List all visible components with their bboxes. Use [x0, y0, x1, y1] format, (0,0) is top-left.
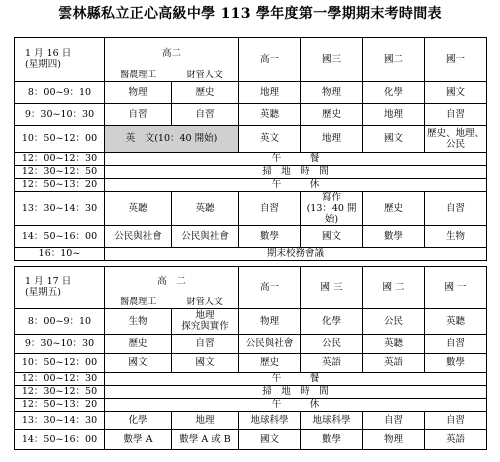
- date-label: 1 月 16 日: [25, 48, 72, 60]
- grade2-header: 高 二: [105, 267, 239, 297]
- table-row: [15, 152, 487, 165]
- exam-cell: 化學: [301, 308, 363, 334]
- exam-cell: 國文: [105, 353, 172, 372]
- writing-start-note: (13：40 開始): [306, 202, 357, 225]
- exam-cell: 歷史: [363, 191, 425, 225]
- time-cell: 12：30~12：50: [15, 385, 105, 398]
- subheader-science: 醫農理工: [105, 70, 172, 82]
- subheader-humanities: 財管人文: [172, 70, 239, 82]
- exam-cell: 地理: [301, 125, 363, 152]
- exam-cell: 自習: [105, 103, 172, 125]
- exam-cell-merged: 英 文(10：40 開始): [105, 125, 239, 152]
- time-cell: 13：30~14：30: [15, 411, 105, 429]
- break-label: 午 休: [105, 398, 487, 411]
- exam-cell: 國文: [363, 125, 425, 152]
- time-cell: 9：30~10：30: [15, 103, 105, 125]
- exam-cell-geography: [172, 308, 239, 334]
- table-row: [15, 81, 487, 103]
- header-junior1: 國 一: [425, 267, 487, 309]
- page-title: 雲林縣私立正心高級中學 113 學年度第一學期期末考時間表: [58, 6, 442, 22]
- inquiry-label: 探究與實作: [181, 321, 229, 332]
- weekday-label: (星期四): [25, 59, 61, 71]
- weekday-label: (星期五): [25, 287, 61, 299]
- date-cell: [15, 38, 105, 82]
- exam-cell: 物理: [105, 81, 172, 103]
- exam-cell: 化學: [363, 81, 425, 103]
- break-label: 午 餐: [105, 372, 487, 385]
- exam-cell: 歷史、地理、公民: [425, 125, 487, 152]
- break-label: 掃 地 時 間: [105, 385, 487, 398]
- exam-cell: 自習: [425, 191, 487, 225]
- exam-cell: 英聽: [172, 191, 239, 225]
- exam-cell: 數學 A 或 B: [172, 429, 239, 449]
- exam-cell: 英聽: [425, 308, 487, 334]
- break-label: 午 餐: [105, 152, 487, 165]
- exam-cell: 地球科學: [239, 411, 301, 429]
- exam-cell: 英聽: [239, 103, 301, 125]
- time-cell: 16：10~: [15, 247, 105, 260]
- time-cell: 12：50~13：20: [15, 178, 105, 191]
- table-row: [15, 103, 487, 125]
- geography-label: 地理: [195, 310, 215, 321]
- header-junior2: 國二: [363, 38, 425, 82]
- exam-cell: 生物: [425, 225, 487, 247]
- writing-label: 寫作: [322, 191, 342, 203]
- table-row: [15, 372, 487, 385]
- exam-cell: 歷史: [239, 353, 301, 372]
- table-row: [15, 385, 487, 398]
- exam-cell: 公民: [301, 334, 363, 353]
- exam-cell-writing: [301, 191, 363, 225]
- exam-cell: 公民與社會: [239, 334, 301, 353]
- subheader-science: 醫農理工: [105, 297, 172, 309]
- exam-cell: 地理: [239, 81, 301, 103]
- time-cell: 9：30~10：30: [15, 334, 105, 353]
- exam-cell: 英語: [363, 353, 425, 372]
- table-row: [15, 411, 487, 429]
- exam-cell: 自習: [363, 411, 425, 429]
- exam-cell: 自習: [239, 191, 301, 225]
- exam-cell: 歷史: [301, 103, 363, 125]
- subheader-humanities: 財管人文: [172, 297, 239, 309]
- meeting-label: 期末校務會議: [105, 247, 487, 260]
- exam-cell: 國文: [239, 429, 301, 449]
- table-row: [15, 225, 487, 247]
- time-cell: 10：50~12：00: [15, 353, 105, 372]
- schedule-table-day1: [14, 37, 487, 261]
- time-cell: 8：00~9：10: [15, 81, 105, 103]
- exam-cell: 自習: [172, 103, 239, 125]
- time-cell: 12：50~13：20: [15, 398, 105, 411]
- exam-cell: 國文: [172, 353, 239, 372]
- exam-cell: 公民與社會: [105, 225, 172, 247]
- header-grade1: 高一: [239, 38, 301, 82]
- table-row: [15, 398, 487, 411]
- exam-cell: 國文: [425, 81, 487, 103]
- header-junior3: 國 三: [301, 267, 363, 309]
- exam-cell: 國文: [301, 225, 363, 247]
- exam-cell: 歷史: [105, 334, 172, 353]
- table-row: [15, 334, 487, 353]
- table-row: [15, 308, 487, 334]
- schedule-table-day2: [14, 266, 487, 450]
- exam-cell: 地球科學: [301, 411, 363, 429]
- exam-cell: 物理: [301, 81, 363, 103]
- exam-cell: 生物: [105, 308, 172, 334]
- time-cell: 14：50~16：00: [15, 429, 105, 449]
- grade2-header: 高二: [105, 38, 239, 70]
- time-cell: 13：30~14：30: [15, 191, 105, 225]
- time-cell: 14：50~16：00: [15, 225, 105, 247]
- time-cell: 12：00~12：30: [15, 152, 105, 165]
- header-junior3: 國三: [301, 38, 363, 82]
- exam-cell: 英聽: [105, 191, 172, 225]
- exam-cell: 物理: [239, 308, 301, 334]
- header-grade1: 高一: [239, 267, 301, 309]
- table-row: [15, 429, 487, 449]
- exam-cell: 數學 A: [105, 429, 172, 449]
- exam-cell: 英聽: [363, 334, 425, 353]
- table-row: [15, 191, 487, 225]
- table-row: [15, 125, 487, 152]
- header-junior2: 國 二: [363, 267, 425, 309]
- date-cell: [15, 267, 105, 309]
- exam-cell: 數學: [363, 225, 425, 247]
- date-label: 1 月 17 日: [25, 276, 72, 288]
- table-row: [15, 353, 487, 372]
- table-row: [15, 165, 487, 178]
- exam-cell: 地理: [172, 411, 239, 429]
- table-row: [15, 178, 487, 191]
- exam-cell: 自習: [425, 103, 487, 125]
- exam-cell: 物理: [363, 429, 425, 449]
- exam-cell: 化學: [105, 411, 172, 429]
- header-junior1: 國一: [425, 38, 487, 82]
- exam-cell: 自習: [425, 411, 487, 429]
- table-row: [15, 247, 487, 260]
- exam-cell: 數學: [301, 429, 363, 449]
- break-label: 掃 地 時 間: [105, 165, 487, 178]
- exam-cell: 自習: [172, 334, 239, 353]
- time-cell: 12：30~12：50: [15, 165, 105, 178]
- exam-cell: 數學: [239, 225, 301, 247]
- exam-cell: 地理: [363, 103, 425, 125]
- exam-cell: 數學: [425, 353, 487, 372]
- exam-cell: 歷史: [172, 81, 239, 103]
- exam-cell: 英語: [425, 429, 487, 449]
- time-cell: 10：50~12：00: [15, 125, 105, 152]
- exam-cell: 公民: [363, 308, 425, 334]
- exam-cell: 公民與社會: [172, 225, 239, 247]
- exam-cell: 英語: [301, 353, 363, 372]
- exam-cell: 英文: [239, 125, 301, 152]
- time-cell: 12：00~12：30: [15, 372, 105, 385]
- break-label: 午 休: [105, 178, 487, 191]
- exam-cell: 自習: [425, 334, 487, 353]
- time-cell: 8：00~9：10: [15, 308, 105, 334]
